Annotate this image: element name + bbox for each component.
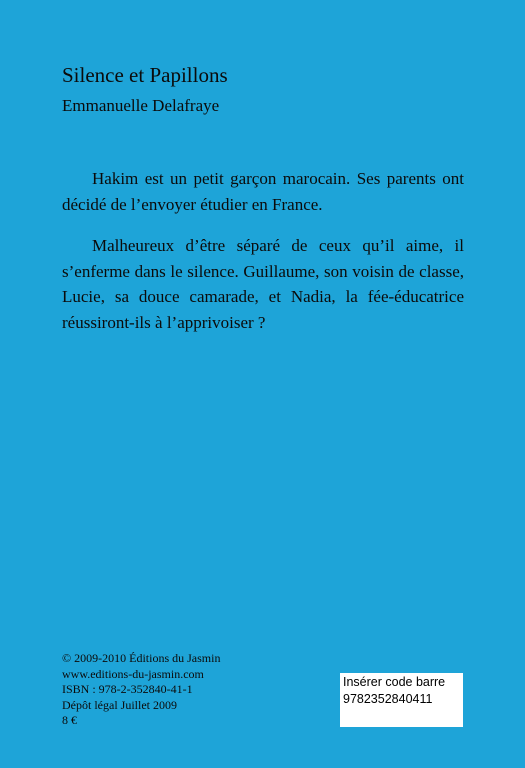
- barcode-number: 9782352840411: [343, 692, 433, 706]
- isbn-line: ISBN : 978-2-352840-41-1: [62, 682, 193, 696]
- blurb: [62, 166, 464, 351]
- barcode-label: Insérer code barre: [343, 675, 446, 689]
- copyright-line: © 2009-2010 Éditions du Jasmin: [62, 651, 221, 665]
- price-line: 8 €: [62, 713, 77, 727]
- blurb-paragraph: Hakim est un petit garçon marocain. Ses parents ont décidé de l’envoyer étudier en France.: [62, 169, 464, 214]
- legal-deposit-line: Dépôt légal Juillet 2009: [62, 697, 177, 712]
- blurb-paragraph: Malheureux d’être séparé de ceux qu’il aime, il s’enferme dans le silence. Guillaume, son voisin de classe, Lucie, sa douce camarade, et Nadia, la fée-éducatrice réussiront-ils à l’apprivoiser ?: [62, 236, 464, 332]
- website-line: www.editions-du-jasmin.com: [62, 666, 204, 681]
- book-title: Silence et Papillons: [62, 63, 228, 87]
- imprint: [62, 651, 220, 729]
- barcode-placeholder: [340, 673, 463, 727]
- book-author: Emmanuelle Delafraye: [62, 96, 220, 115]
